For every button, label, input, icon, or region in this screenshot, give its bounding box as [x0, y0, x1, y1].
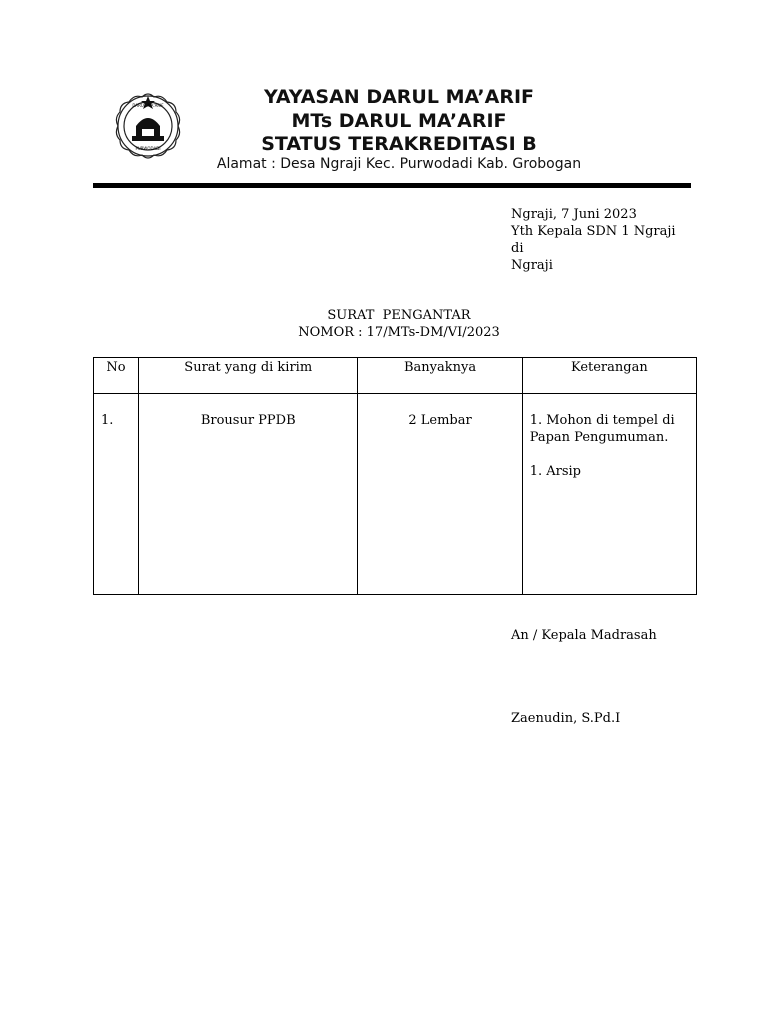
table-row	[94, 394, 697, 595]
letter-title: SURAT PENGANTAR	[327, 308, 471, 323]
school-name: MTs DARUL MA’ARIF	[291, 110, 507, 132]
row-notes	[522, 394, 696, 595]
row-qty: 2 Lembar	[358, 394, 522, 595]
svg-text:PURWODADI: PURWODADI	[135, 146, 161, 151]
letter-table	[93, 357, 697, 595]
svg-text:DARUL MA'ARIF: DARUL MA'ARIF	[132, 103, 164, 108]
accreditation-status: STATUS TERAKREDITASI B	[261, 133, 537, 155]
recipient-place: Ngraji	[511, 258, 553, 273]
column-header-qty: Banyaknya	[358, 358, 522, 394]
letter-date: Ngraji, 7 Juni 2023	[511, 207, 637, 222]
note-line: 1. Mohon di tempel di	[529, 413, 675, 428]
recipient-di: di	[511, 241, 524, 256]
letterhead-divider	[93, 183, 691, 188]
table-header-row	[94, 358, 697, 394]
note-line: Papan Pengumuman.	[529, 430, 669, 445]
column-header-item: Surat yang di kirim	[139, 358, 358, 394]
column-header-notes: Keterangan	[522, 358, 696, 394]
note-line: 1. Arsip	[529, 464, 581, 479]
row-no: 1.	[94, 394, 139, 595]
foundation-name: YAYASAN DARUL MA’ARIF	[263, 86, 535, 108]
column-header-no: No	[94, 358, 139, 394]
school-address: Alamat : Desa Ngraji Kec. Purwodadi Kab. Grobogan	[216, 156, 582, 172]
signature-position: An / Kepala Madrasah	[511, 628, 657, 643]
recipient-line: Yth Kepala SDN 1 Ngraji	[511, 224, 676, 239]
letter-number: NOMOR : 17/MTs-DM/VI/2023	[298, 325, 500, 340]
note-spacer	[530, 446, 696, 463]
signature-name: Zaenudin, S.Pd.I	[511, 711, 621, 726]
row-item: Brousur PPDB	[139, 394, 358, 595]
